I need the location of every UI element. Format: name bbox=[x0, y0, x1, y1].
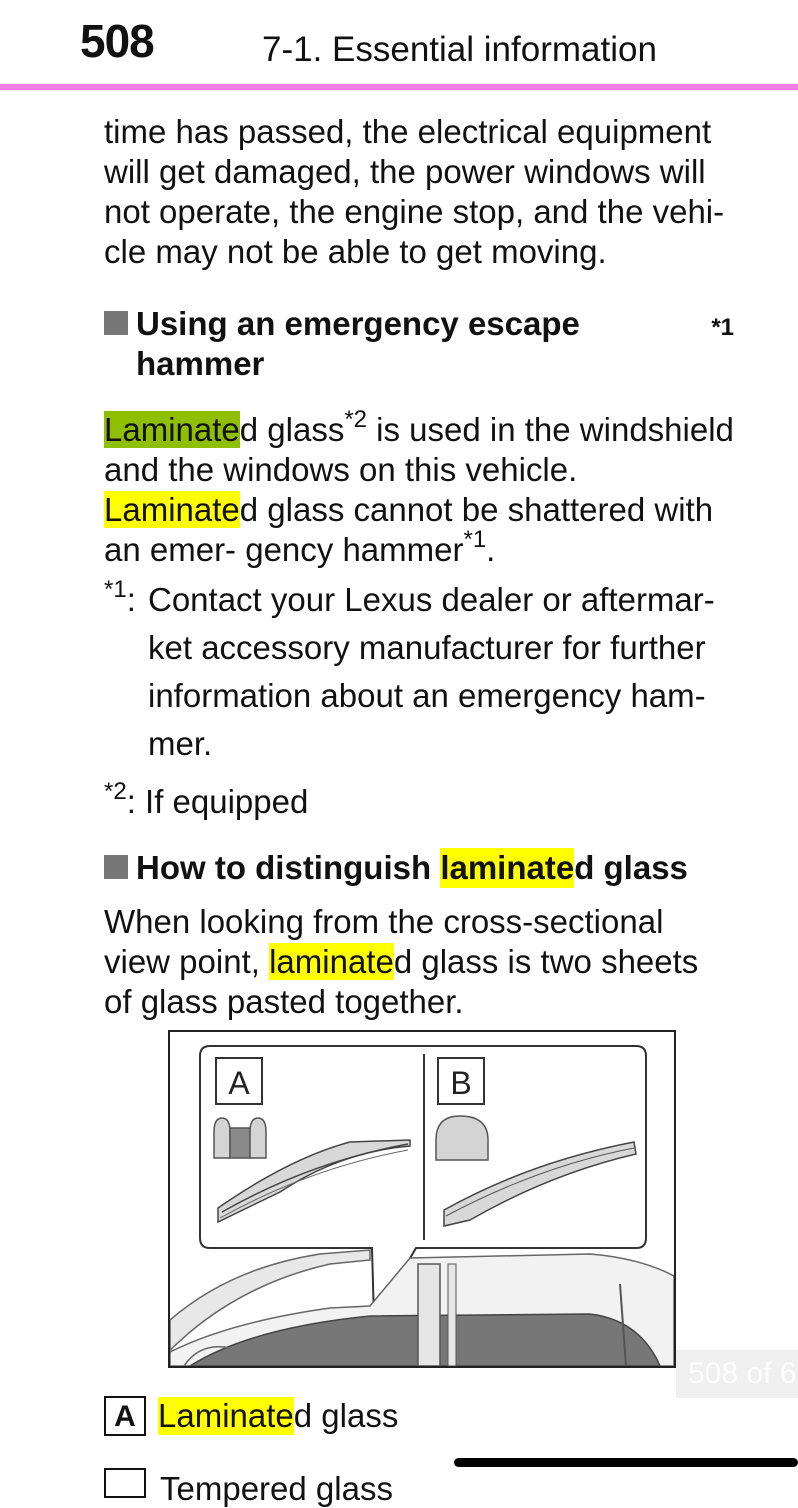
text-span: When looking from the cross-sectional view point, bbox=[104, 903, 664, 980]
search-highlight[interactable]: laminate bbox=[440, 849, 575, 886]
footnote-ref: *1 bbox=[463, 526, 487, 553]
legend-b-box bbox=[104, 1468, 146, 1498]
footnote-2-text: : If equipped bbox=[126, 783, 309, 820]
footnote-1-text: Contact your Lexus dealer or aftermar- ket accessory manufacturer for further information about an emergency ham- mer. bbox=[148, 581, 715, 762]
intro-line-2: will get damaged, the power windows will bbox=[104, 153, 706, 190]
paragraph-cross-section bbox=[104, 902, 734, 1022]
heading-distinguish-laminated bbox=[104, 848, 734, 888]
legend-b-text: Tempered glass bbox=[160, 1470, 393, 1507]
legend-a-text: d glass bbox=[293, 1397, 399, 1434]
intro-line-1: time has passed, the electrical equipment bbox=[104, 113, 712, 150]
glass-illustration bbox=[168, 1030, 676, 1368]
footnote-colon: : bbox=[126, 581, 136, 618]
legend-a-letter: A bbox=[104, 1396, 146, 1436]
footnote-1-marker bbox=[104, 576, 148, 768]
search-highlight[interactable]: Laminate bbox=[104, 491, 240, 528]
footnote-ref: *2 bbox=[344, 406, 368, 433]
footnote-marker: *1 bbox=[104, 576, 127, 603]
heading-text: How to distinguish bbox=[136, 849, 441, 886]
page-number: 508 bbox=[80, 15, 154, 67]
header-rule bbox=[0, 84, 798, 90]
heading-text: d glass bbox=[574, 849, 688, 886]
laminated-sheet-right bbox=[250, 1118, 266, 1158]
scroll-indicator[interactable] bbox=[454, 1458, 798, 1467]
search-highlight[interactable]: Laminate bbox=[158, 1397, 294, 1434]
text-span: is used in the windshield and the windows on this vehicle. bbox=[104, 411, 734, 488]
heading-square-icon bbox=[104, 311, 128, 335]
intro-line-4: cle may not be able to get moving. bbox=[104, 233, 607, 270]
text-span: . bbox=[486, 531, 496, 568]
text-span: d glass bbox=[239, 411, 345, 448]
page-counter-overlay: 508 of 6 bbox=[676, 1350, 798, 1398]
legend-a bbox=[104, 1396, 398, 1436]
heading-escape-hammer: Using an emergency escape hammer *1 bbox=[104, 304, 734, 384]
footnote-2 bbox=[104, 778, 734, 826]
glass-illustration-svg bbox=[170, 1032, 674, 1366]
search-highlight-current[interactable]: Laminate bbox=[104, 411, 240, 448]
heading-square-icon bbox=[104, 855, 128, 879]
tempered-sheet bbox=[436, 1116, 488, 1160]
car-pillar-b bbox=[418, 1264, 440, 1366]
page-header bbox=[0, 0, 798, 88]
car-pillar-trim bbox=[448, 1264, 456, 1366]
laminated-sheet-left bbox=[214, 1118, 230, 1158]
label-b: B bbox=[450, 1065, 472, 1101]
footnote-2-line bbox=[104, 778, 308, 826]
paragraph-laminated-glass bbox=[104, 406, 734, 570]
intro-line-3: not operate, the engine stop, and the vehi- bbox=[104, 193, 725, 230]
footnote-marker: *2 bbox=[104, 778, 127, 805]
text-span: d glass cannot be shattered with an emer- gency hammer bbox=[104, 491, 714, 568]
heading-text: Using an emergency escape hammer bbox=[136, 305, 580, 382]
footnote-1 bbox=[104, 576, 734, 768]
main-content bbox=[104, 112, 734, 1022]
section-title: 7-1. Essential information bbox=[262, 30, 657, 69]
intro-paragraph bbox=[104, 112, 734, 272]
search-highlight[interactable]: laminate bbox=[269, 943, 394, 980]
laminated-interlayer bbox=[230, 1128, 250, 1158]
text-span: d glass is two sheets of glass pasted together. bbox=[104, 943, 699, 1020]
label-a: A bbox=[228, 1065, 250, 1101]
